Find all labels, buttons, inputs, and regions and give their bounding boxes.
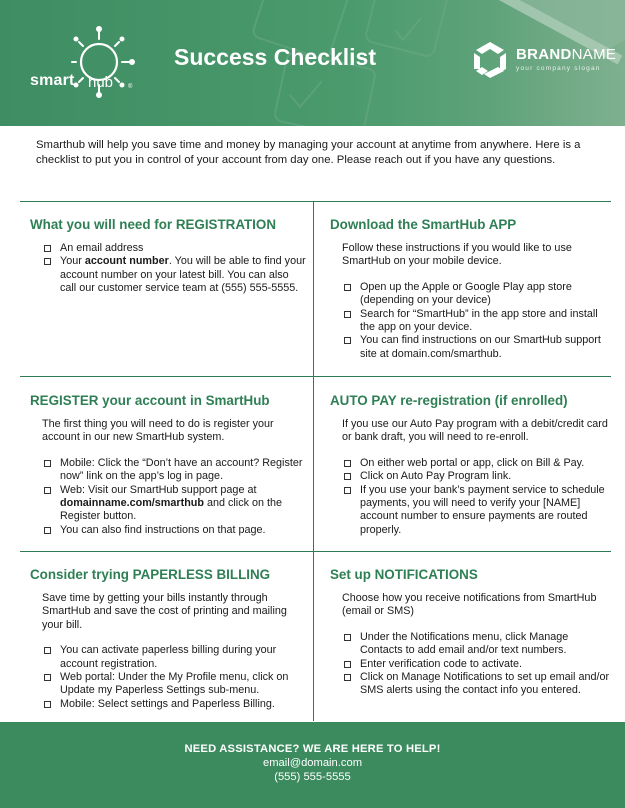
section-auto-pay	[330, 393, 612, 537]
checklist-item: Search for “SmartHub” in the app store and install the app on your device.	[342, 308, 612, 335]
brand-slogan: your company slogan	[516, 65, 601, 72]
divider-column	[313, 201, 314, 721]
brand-name: BRANDNAME	[516, 46, 617, 63]
footer-phone[interactable]: (555) 555-5555	[274, 771, 351, 783]
checklist	[42, 457, 306, 537]
header-banner	[0, 0, 625, 126]
section-title: REGISTER your account in SmartHub	[30, 393, 270, 408]
checkbox-icon	[344, 460, 351, 467]
checkbox-icon	[44, 647, 51, 654]
checklist-item: You can also find instructions on that page.	[42, 524, 306, 537]
intro-paragraph: Smarthub will help you save time and money by managing your account at anytime from anywhere. Here is a checklist to put you in control of your account from day one. Please reach out if you have any questions.	[36, 139, 581, 167]
checklist-item: On either web portal or app, click on Bill & Pay.	[342, 457, 612, 470]
checkbox-icon	[344, 311, 351, 318]
section-intro: The first thing you will need to do is register your account in our new SmartHub system.	[42, 418, 274, 444]
checklist	[342, 281, 612, 361]
smarthub-logo	[24, 22, 154, 102]
checkbox-icon	[344, 634, 351, 641]
checkbox-icon	[44, 258, 51, 265]
checklist-item: If you use your bank’s payment service to schedule payments, you will need to verify your [NAME] account number to ensure payments are routed properly.	[342, 484, 612, 538]
checkbox-icon	[44, 487, 51, 494]
section-registration	[30, 217, 306, 296]
checklist-item: You can activate paperless billing during your account registration.	[42, 644, 306, 671]
checkbox-icon	[44, 245, 51, 252]
section-intro: Choose how you receive notifications from SmartHub (email or SMS)	[342, 592, 597, 618]
section-register-account	[30, 393, 306, 537]
section-notifications	[330, 567, 612, 698]
logo-smart-text: smart	[30, 72, 75, 89]
checklist-item: Enter verification code to activate.	[342, 658, 612, 671]
brand-logo	[468, 40, 618, 80]
footer-banner	[0, 722, 625, 808]
checklist-item: Click on Auto Pay Program link.	[342, 470, 612, 483]
checklist-item: You can find instructions on our SmartHub support site at domain.com/smarthub.	[342, 334, 612, 361]
section-intro: If you use our Auto Pay program with a debit/credit card or bank draft, you will need to re-enroll.	[342, 418, 608, 444]
checklist-item: Under the Notifications menu, click Manage Contacts to add email and/or text numbers.	[342, 631, 612, 658]
checklist	[342, 457, 612, 537]
section-title: Download the SmartHub APP	[330, 217, 517, 232]
section-title: AUTO PAY re-registration (if enrolled)	[330, 393, 568, 408]
section-download-app	[330, 217, 612, 361]
section-title: What you will need for REGISTRATION	[30, 217, 276, 232]
checkbox-icon	[344, 337, 351, 344]
section-intro: Save time by getting your bills instantly through SmartHub and save the cost of printing and mailing your bill.	[42, 592, 287, 631]
checklist-item: Web portal: Under the My Profile menu, click on Update my Paperless Settings sub-menu.	[42, 671, 306, 698]
checkbox-icon	[344, 487, 351, 494]
checklist-item: Web: Visit our SmartHub support page at domainname.com/smarthub and click on the Register button.	[42, 484, 306, 524]
checklist-item: Mobile: Click the “Don’t have an account? Register now” link on the app’s log in page.	[42, 457, 306, 484]
logo-hub-text: hub	[88, 74, 114, 91]
checkbox-icon	[44, 460, 51, 467]
checklist	[42, 644, 306, 711]
footer-headline: NEED ASSISTANCE? WE ARE HERE TO HELP!	[184, 743, 441, 755]
checkbox-icon	[344, 473, 351, 480]
checkbox-icon	[344, 284, 351, 291]
section-paperless-billing	[30, 567, 306, 711]
page-title: Success Checklist	[174, 44, 377, 70]
footer-email-link[interactable]: email@domain.com	[262, 757, 363, 769]
checklist-item: Click on Manage Notifications to set up email and/or SMS alerts using the contact info you entered.	[342, 671, 612, 698]
checklist-item: Your account number. You will be able to find your account number on your latest bill. You can also call our customer service team at (555) 555-5555.	[42, 255, 306, 295]
checklist-item: Mobile: Select settings and Paperless Billing.	[42, 698, 306, 711]
divider-row-3	[20, 551, 611, 552]
section-title: Consider trying PAPERLESS BILLING	[30, 567, 271, 582]
checklist-item: An email address	[42, 242, 306, 255]
checkbox-icon	[344, 674, 351, 681]
checkbox-icon	[44, 527, 51, 534]
section-intro: Follow these instructions if you would like to use SmartHub on your mobile device.	[342, 242, 572, 268]
checkbox-icon	[344, 661, 351, 668]
divider-row-2	[20, 376, 611, 377]
brand-hexagon-icon	[470, 40, 510, 80]
divider-row-1	[20, 201, 611, 202]
checklist	[342, 631, 612, 698]
checkbox-icon	[44, 701, 51, 708]
section-title: Set up NOTIFICATIONS	[330, 567, 478, 582]
registered-mark: ®	[128, 84, 133, 90]
checklist-item: Open up the Apple or Google Play app store (depending on your device)	[342, 281, 612, 308]
checkbox-icon	[44, 674, 51, 681]
checklist	[42, 242, 306, 296]
